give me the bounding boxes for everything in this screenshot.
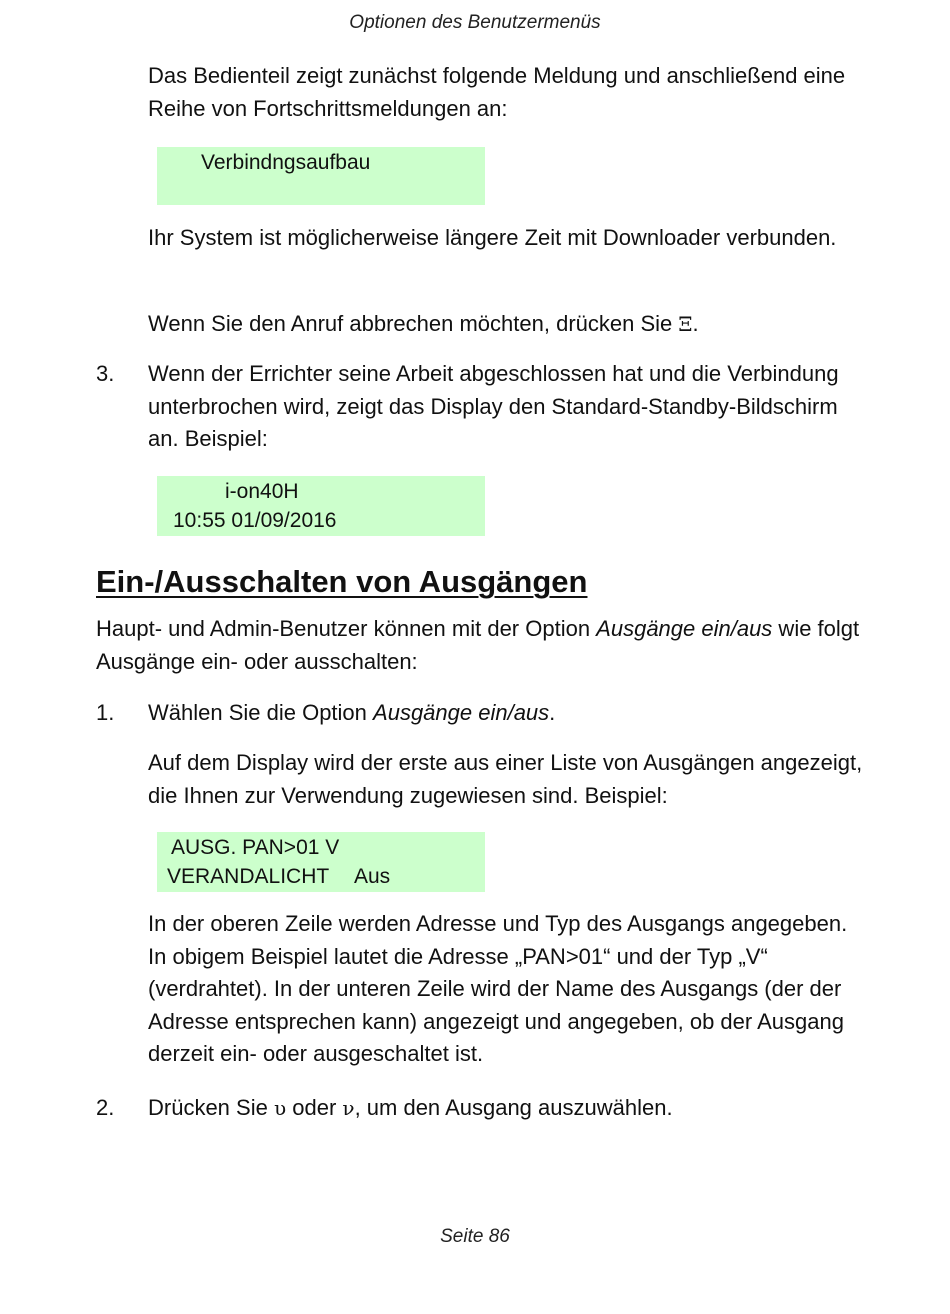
section-heading: Ein-/Ausschalten von Ausgängen xyxy=(96,564,588,599)
menu-key-icon: Ξ xyxy=(678,312,693,336)
option-name: Ausgänge ein/aus xyxy=(596,616,773,641)
display-output-name: VERANDALICHT xyxy=(167,865,330,888)
display-line-2: 10:55 01/09/2016 xyxy=(173,509,337,532)
step-2-text-end: , um den Ausgang auszuwählen. xyxy=(354,1095,673,1120)
display-line-1: Verbindngsaufbau xyxy=(201,151,371,174)
display-output xyxy=(157,832,485,892)
section-intro-end: wie folgt Ausgänge ein- oder ausschalten: xyxy=(96,616,860,674)
page-number: Seite 86 xyxy=(440,1226,510,1247)
intro-paragraph: Das Bedienteil zeigt zunächst folgende Meldung und anschließend eine Reihe von Fortschrittsmeldungen an: xyxy=(148,63,846,121)
step-number-3: 3. xyxy=(96,361,115,386)
cancel-note-end: . xyxy=(692,311,699,336)
display-line-1: i-on40H xyxy=(225,480,299,503)
step-1-text xyxy=(148,697,868,730)
arrow-up-key-icon: υ xyxy=(273,1096,287,1120)
section-intro-text: Haupt- und Admin-Benutzer können mit der Option xyxy=(96,616,597,641)
display-connecting xyxy=(157,147,485,205)
step-number-2: 2. xyxy=(96,1095,115,1120)
cancel-note-text: Wenn Sie den Anruf abbrechen möchten, drücken Sie xyxy=(148,311,679,336)
display-note: Auf dem Display wird der erste aus einer Liste von Ausgängen angezeigt, die Ihnen zur Verwendung zugewiesen sind. Beispiel: xyxy=(148,750,863,808)
step-3-text: Wenn der Errichter seine Arbeit abgeschlossen hat und die Verbindung unterbrochen wird, zeigt das Display den Standard-Standby-Bildschirm an. Beispiel: xyxy=(148,361,839,451)
step-1-text-end: . xyxy=(549,700,556,725)
step-2-text-middle: oder xyxy=(286,1095,343,1120)
connection-note: Ihr System ist möglicherweise längere Zeit mit Downloader verbunden. xyxy=(148,225,837,250)
step-1-text-start: Wählen Sie die Option xyxy=(148,700,374,725)
section-intro xyxy=(96,613,876,678)
step-2-text-start: Drücken Sie xyxy=(148,1095,274,1120)
running-header: Optionen des Benutzermenüs xyxy=(349,12,601,33)
step-number-1: 1. xyxy=(96,700,115,725)
option-name: Ausgänge ein/aus xyxy=(373,700,550,725)
step-2-text xyxy=(148,1092,868,1125)
display-output-state: Aus xyxy=(354,865,391,888)
display-line-1: AUSG. PAN>01 V xyxy=(171,836,340,859)
display-standby xyxy=(157,476,485,536)
explanation-paragraph: In der oberen Zeile werden Adresse und Typ des Ausgangs angegeben. In obigem Beispiel lautet die Adresse „PAN>01“ und der Typ „V“ (verdrahtet). In der unteren Zeile wird der Name des Ausgangs (der der Adresse entsprechen kann) angezeigt und angegeben, ob der Ausgang derzeit ein- oder ausgeschaltet ist. xyxy=(148,911,848,1066)
arrow-down-key-icon: ν xyxy=(342,1096,355,1120)
cancel-note xyxy=(148,308,868,341)
